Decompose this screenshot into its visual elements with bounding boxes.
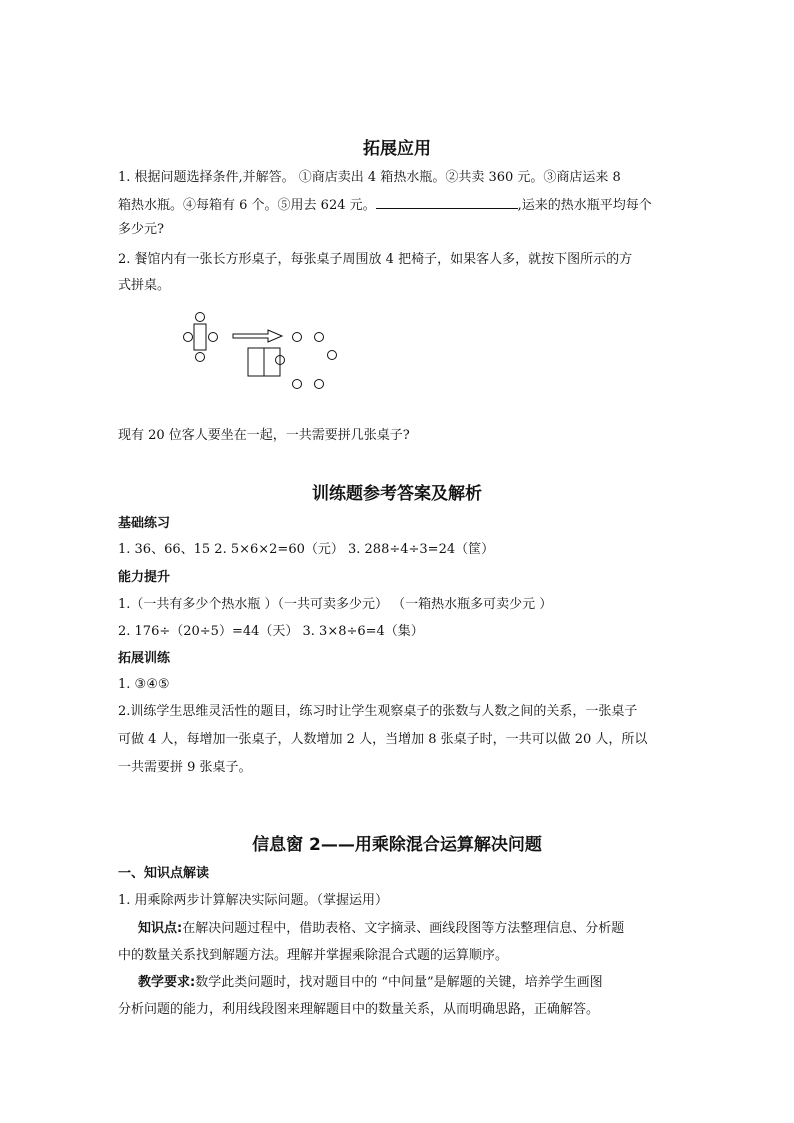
chair-right xyxy=(209,333,218,342)
q2-line-1: 2. 餐馆内有一张长方形桌子，每张桌子周围放 4 把椅子，如果客人多，就按下图所示的方 xyxy=(118,252,633,267)
ability-answer-1: 1.（一共有多少个热水瓶 ）（一共可卖多少元） （一箱热水瓶多可卖少元 ） xyxy=(118,597,553,612)
knowledge-text-1: 在解决问题过程中，借助表格、文字摘录、画线段图等方法整理信息、分析题 xyxy=(182,921,625,936)
table-arrangement-diagram xyxy=(180,308,360,398)
extension-answer-2-line-1: 2.训练学生思维灵活性的题目，练习时让学生观察桌子的张数与人数之间的关系，一张桌子 xyxy=(118,704,638,719)
q1-line-3: 多少元? xyxy=(118,222,164,237)
knowledge-paragraph-line-2: 中的数量关系找到解题方法。理解并掌握乘除混合式题的运算顺序。 xyxy=(118,948,509,963)
q1-line-2 xyxy=(118,196,652,214)
chair-joined-4 xyxy=(293,380,302,389)
q2-line-2: 式拼桌。 xyxy=(118,278,171,293)
basic-practice-answer: 1. 36、66、15 2. 5×6×2=60（元） 3. 288÷4÷3=24（筐） xyxy=(118,542,495,557)
chair-left xyxy=(184,333,193,342)
basic-practice-label: 基础练习 xyxy=(118,516,171,531)
teaching-paragraph-line-1 xyxy=(138,975,603,991)
section-title-info-window: 信息窗 2——用乘除混合运算解决问题 xyxy=(252,835,542,855)
chair-joined-2 xyxy=(315,333,324,342)
q1-line-2-end: ,运来的热水瓶平均每个 xyxy=(517,198,652,213)
teaching-text-1: 数学此类问题时，找对题目中的 “中间量”是解题的关键，培养学生画图 xyxy=(195,975,603,990)
chair-top xyxy=(196,313,205,322)
knowledge-heading: 一、知识点解读 xyxy=(118,866,210,881)
extension-answer-2-line-2: 可做 4 人，每增加一张桌子，人数增加 2 人，当增加 8 张桌子时，一共可以做 20 人，所以 xyxy=(118,732,648,747)
single-table xyxy=(194,324,206,350)
knowledge-label: 知识点: xyxy=(138,921,183,936)
ability-answer-2: 2. 176÷（20÷5）=44（天） 3. 3×8÷6=4（集） xyxy=(118,624,424,639)
teaching-paragraph-line-2: 分析问题的能力，利用线段图来理解题目中的数量关系，从而明确思路，正确解答。 xyxy=(118,1002,600,1017)
ability-label: 能力提升 xyxy=(118,570,171,585)
chair-joined-3 xyxy=(328,351,337,360)
extension-answer-1: 1. ③④⑤ xyxy=(118,677,170,692)
chair-joined-1 xyxy=(293,333,302,342)
teaching-label: 教学要求: xyxy=(138,975,196,990)
chair-joined-5 xyxy=(315,380,324,389)
section-title-extension: 拓展应用 xyxy=(363,139,431,159)
knowledge-paragraph-line-1 xyxy=(138,921,624,937)
knowledge-item-1: 1. 用乘除两步计算解决实际问题。（掌握运用） xyxy=(118,893,389,908)
extension-label: 拓展训练 xyxy=(118,651,171,666)
joined-table-2 xyxy=(264,348,280,376)
extension-answer-2-line-3: 一共需要拼 9 张桌子。 xyxy=(118,760,252,775)
q1-line-1: 1. 根据问题选择条件,并解答。 ①商店卖出 4 箱热水瓶。②共卖 360 元。③商店运来 8 xyxy=(118,170,621,185)
q2-question: 现有 20 位客人要坐在一起，一共需要拼几张桌子? xyxy=(118,428,410,443)
joined-table-1 xyxy=(248,348,264,376)
section-title-answers: 训练题参考答案及解析 xyxy=(312,484,482,504)
q1-line-2-start: 箱热水瓶。④每箱有 6 个。⑤用去 624 元。 xyxy=(118,198,376,213)
arrow-icon xyxy=(233,330,282,342)
chair-bottom xyxy=(196,353,205,362)
answer-blank xyxy=(376,196,518,209)
